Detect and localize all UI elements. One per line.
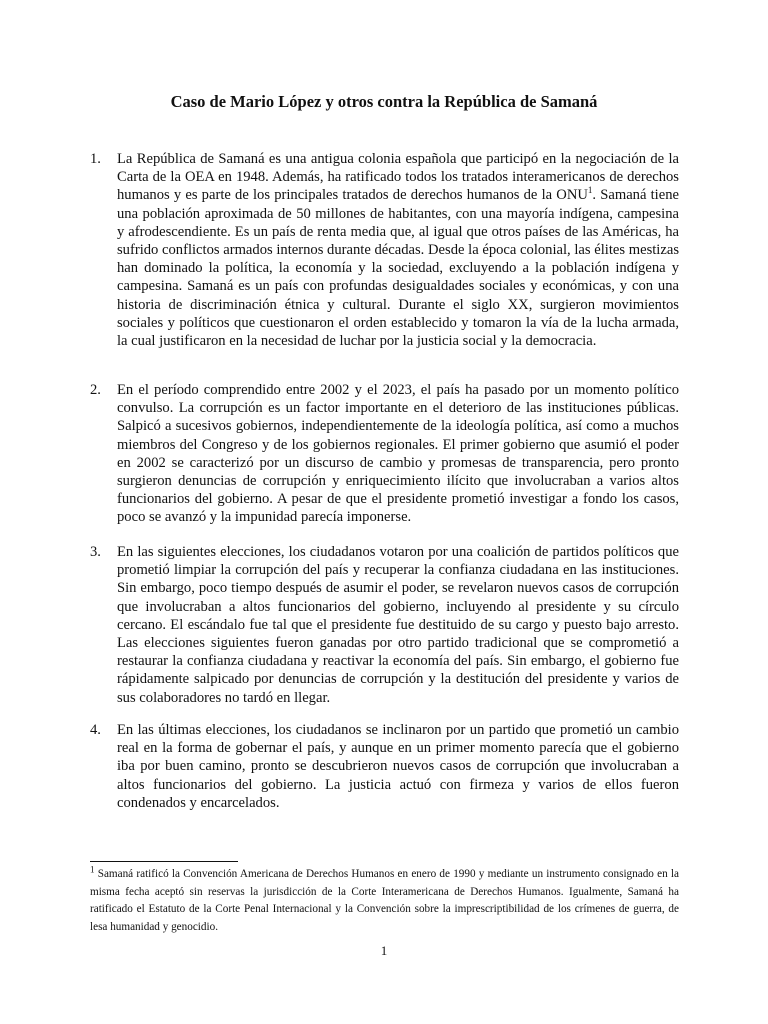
paragraph-1	[90, 150, 679, 350]
footnote-body: Samaná ratificó la Convención Americana de Derechos Humanos en enero de 1990 y mediante un instrumento consignado en la misma fecha aceptó sin reservas la jurisdicción de la Corte Interamericana de Derechos Humanos. Igualmente, Samaná ha ratificado el Estatuto de la Corte Penal Internacional y la Convención sobre la imprescriptibilidad de los crímenes de guerra, de lesa humanidad y genocidio.	[90, 868, 679, 933]
footnote-text	[90, 866, 679, 936]
footnote	[90, 866, 679, 936]
paragraph-2	[90, 381, 679, 527]
paragraph-text: En las siguientes elecciones, los ciudadanos votaron por una coalición de partidos políticos que prometió limpiar la corrupción del país y recuperar la confianza ciudadana en las instituciones. Sin embargo, poco tiempo después de asumir el poder, se revelaron nuevos casos de corrupción que involucraban a altos funcionarios del gobierno, incluyendo al presidente y su círculo cercano. El escándalo fue tal que el presidente fue destituido de su cargo y puesto bajo arresto. Las elecciones siguientes fueron ganadas por otro partido tradicional que se comprometió a restaurar la confianza ciudadana y reactivar la economía del país. Sin embargo, el gobierno fue rápidamente salpicado por denuncias de corrupción y la destitución del presidente y varios de sus colaboradores no tardó en llegar.	[117, 544, 679, 706]
paragraph-text	[117, 150, 679, 350]
paragraph-number: 4.	[90, 722, 101, 738]
paragraph-number: 3.	[90, 544, 101, 560]
document-title: Caso de Mario López y otros contra la República de Samaná	[170, 92, 598, 111]
paragraph-number: 1.	[90, 151, 101, 167]
footnote-divider	[90, 861, 238, 862]
paragraph-text: En el período comprendido entre 2002 y el 2023, el país ha pasado por un momento político convulso. La corrupción es un factor importante en el deterioro de las instituciones públicas. Salpicó a sucesivos gobiernos, independientemente de la ideología política, así como a muchos miembros del Congreso y de los gobiernos regionales. El primer gobierno que asumió el poder en 2002 se caracterizó por un discurso de cambio y promesas de transparencia, pero pronto surgieron denuncias de corrupción y enriquecimiento ilícito que involucraban a varios altos funcionarios del gobierno. A pesar de que el presidente prometió investigar a fondo los casos, poco se avanzó y la impunidad parecía imponerse.	[117, 382, 679, 526]
paragraph-3	[90, 543, 679, 707]
paragraph-4	[90, 721, 679, 812]
footnote-reference[interactable]: 1	[587, 185, 593, 196]
page-number: 1	[380, 943, 388, 958]
paragraph-number: 2.	[90, 382, 101, 398]
paragraph-text-part: La República de Samaná es una antigua colonia española que participó en la negociación de la Carta de la OEA en 1948. Además, ha ratificado todos los tratados interamericanos de derechos humanos y es parte de los principales tratados de derechos humanos de la ONU	[117, 151, 679, 204]
paragraph-text: En las últimas elecciones, los ciudadanos se inclinaron por un partido que prometió un cambio real en la forma de gobernar el país, y aunque en un primer momento parecía que el gobierno iba por buen camino, pronto se descubrieron nuevos casos de corrupción que involucraban a altos funcionarios del gobierno. La justicia actuó con firmeza y varios de ellos fueron condenados y encarcelados.	[117, 722, 679, 811]
footnote-marker: 1	[90, 864, 95, 875]
paragraph-text-part: . Samaná tiene una población aproximada de 50 millones de habitantes, con una mayoría indígena, campesina y afrodescendiente. Es un país de renta media que, al igual que otros países de las Américas, ha sufrido conflictos armados internos durante décadas. Desde la época colonial, las élites mestizas han dominado la política, la economía y la sociedad, excluyendo a la población indígena y campesina. Samaná es un país con profundas desigualdades sociales y económicas, y con una historia de discriminación étnica y cultural. Durante el siglo XX, surgieron movimientos sociales y políticos que cuestionaron el orden establecido y tomaron la vía de la lucha armada, la cual justificaron en la necesidad de luchar por la justicia social y la democracia.	[117, 187, 679, 350]
